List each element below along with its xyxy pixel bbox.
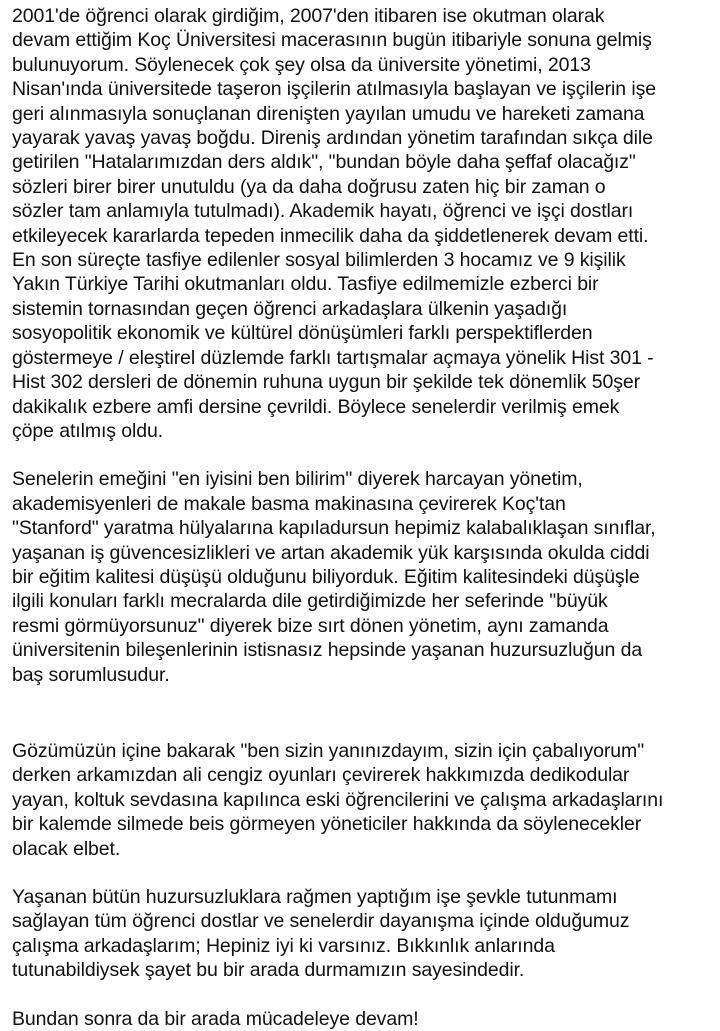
paragraph-thanks: Yaşanan bütün huzursuzluklara rağmen yaptığım işe şevkle tutunmamı sağlayan tüm öğrenci dostlar ve senelerdir dayanışma içinde olduğumuz çalışma arkadaşlarım; Hepiniz iyi ki varsınız. Bıkkınlık anlarında tutunabildiysek şayet bu bir arada durmamızın sayesindedir. (12, 886, 630, 982)
paragraph-resignation-intro: 2001'de öğrenci olarak girdiğim, 2007'den itibaren ise okutman olarak devam ettiğim Koç Üniversitesi macerasının bugün itibariyle sonuna gelmiş bulunuyorum. Söylenecek çok şey olsa da üniversite yönetimi, 2013 Nisan'ında üniversitede taşeron işçilerin atılmasıyla başlayan ve işçilerin işe geri alınmasıyla sonuçlanan direnişten yayılan umudu ve hareketi zamana yayarak yavaş yavaş boğdu. Direniş ardından yönetim tarafından sıkça dile getirilen "Hatalarımızdan ders aldık", "bundan böyle daha şeffaf olacağız" sözleri birer birer unutuldu (ya da daha doğrusu zaten hiç bir zaman o sözler tam anlamıyla tutulmadı). Akademik hayatı, öğrenci ve işçi dostları etkileyecek kararlarda tepeden inmecilik daha da şiddetlenerek devam etti. En son süreçte tasfiye edilenler sosyal bilimlerden 3 hocamız ve 9 kişilik Yakın Türkiye Tarihi okutmanları oldu. Tasfiye edilmemizle ezberci bir sistemin tornasından geçen öğrenci arkadaşlara ülkenin yaşadığı sosyopolitik ekonomik ve kültürel dönüşümleri farklı perspektiflerden göstermeye / eleştirel düzlemde farklı tartışmalar açmaya yönelik Hist 301 - Hist 302 dersleri de dönemin ruhuna uygun bir şekilde tek dönemlik 50şer dakikalık ezbere amfi dersine çevrildi. Böylece senelerdir verilmiş emek çöpe atılmış oldu. (12, 5, 656, 442)
paragraph-management-criticism: Senelerin emeğini "en iyisini ben bilirim" diyerek harcayan yönetim, akademisyenleri de makale basma makinasına çevirerek Koç'tan "Stanford" yaratma hülyalarına kapıladursun hepimiz kalabalıklaşan sınıflar, yaşanan iş güvencesizlikleri ve artan akademik yük karşısında okulda ciddi bir eğitim kalitesi düşüşü olduğunu biliyorduk. Eğitim kalitesindeki düşüşle ilgili konuları farklı mecralarda dile getirdiğimizde her seferinde "büyük resmi görmüyorsunuz" diyerek bize sırt dönen yönetim, aynı zamanda üniversitenin bileşenlerinin istisnasız hepsinde yaşanan huzursuzluğun da baş sorumlusudur. (12, 468, 656, 686)
paragraph-administrators: Gözümüzün içine bakarak "ben sizin yanınızdayım, sizin için çabalıyorum" derken arkamızdan ali cengiz oyunları çevirerek hakkımızda dedikodular yayan, koltuk sevdasına kapılınca eski öğrencilerini ve çalışma arkadaşlarını bir kalemde silmede beis görmeyen yöneticiler hakkında da söylenecekler olacak elbet. (12, 739, 664, 860)
paragraph-closing: Bundan sonra da bir arada mücadeleye devam! (12, 1007, 419, 1030)
